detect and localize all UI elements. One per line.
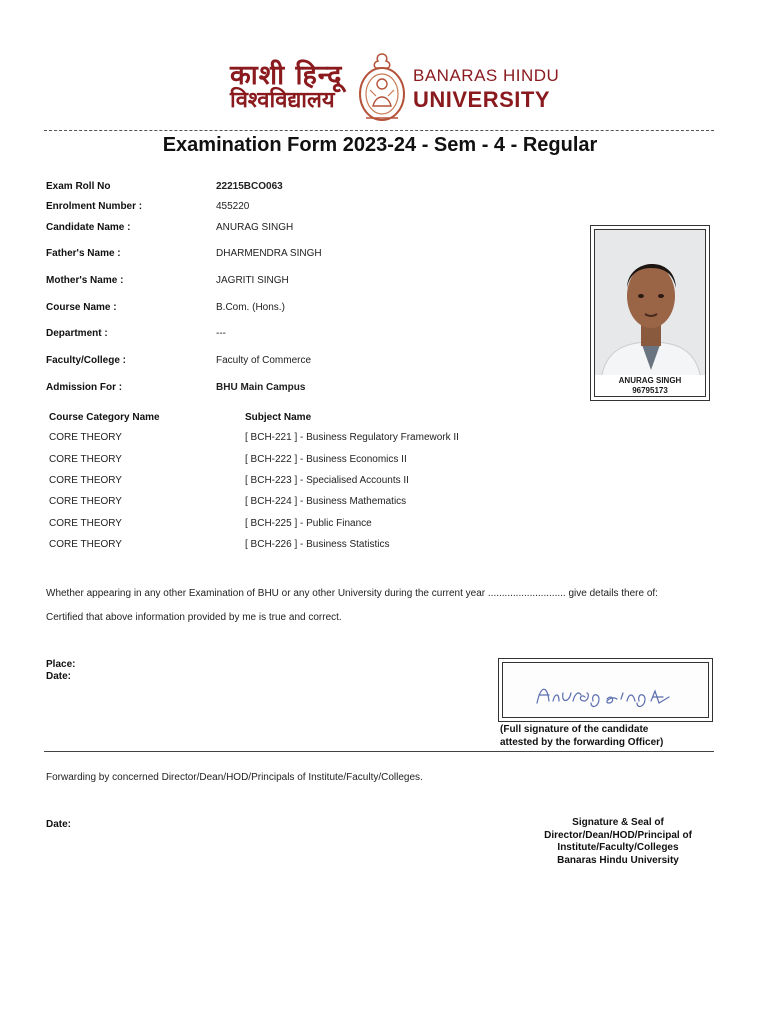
- form-title: Examination Form 2023-24 - Sem - 4 - Regular: [162, 134, 598, 156]
- course-category-cell: CORE THEORY: [49, 539, 122, 550]
- course-name-label: Course Name :: [46, 302, 117, 313]
- university-seal-icon: [352, 50, 412, 126]
- subject-name-cell: [ BCH-222 ] - Business Economics II: [245, 454, 407, 465]
- photo-caption-name: ANURAG SINGH: [618, 376, 682, 385]
- signature-caption-line1: (Full signature of the candidate: [500, 724, 649, 735]
- admission-value: BHU Main Campus: [216, 382, 306, 393]
- mothers-name-label: Mother's Name :: [46, 275, 124, 286]
- logo-english-line1: BANARAS HINDU: [413, 66, 560, 85]
- seal-line: Director/Dean/HOD/Principal of: [544, 829, 692, 841]
- subject-name-cell: [ BCH-225 ] - Public Finance: [245, 518, 372, 529]
- logo-hindi-line2: विश्वविद्यालय: [230, 87, 335, 113]
- exam-roll-value: 22215BCO063: [216, 181, 283, 192]
- subject-name-cell: [ BCH-224 ] - Business Mathematics: [245, 496, 407, 507]
- seal-line: Institute/Faculty/Colleges: [557, 842, 679, 853]
- header-divider: [44, 130, 714, 131]
- course-category-cell: CORE THEORY: [49, 454, 122, 465]
- certified-declaration: Certified that above information provided by me is true and correct.: [46, 612, 342, 623]
- place-label: Place:: [46, 659, 76, 670]
- candidate-portrait-icon: [595, 230, 706, 397]
- seal-line: Banaras Hindu University: [557, 854, 679, 866]
- faculty-label: Faculty/College :: [46, 355, 127, 366]
- fathers-name-label: Father's Name :: [46, 248, 121, 259]
- admission-label: Admission For :: [46, 382, 123, 393]
- candidate-signature-box: [498, 658, 713, 722]
- photo-caption-number: 96795173: [632, 386, 668, 395]
- logo-english-line2: UNIVERSITY: [413, 87, 551, 112]
- forwarding-date-label: Date:: [46, 819, 72, 830]
- course-category-header: Course Category Name: [49, 412, 160, 423]
- course-category-cell: CORE THEORY: [49, 518, 122, 529]
- signature-seal-block: [520, 817, 716, 867]
- course-name-value: B.Com. (Hons.): [216, 302, 285, 313]
- fathers-name-value: DHARMENDRA SINGH: [216, 248, 322, 259]
- candidate-signature: [503, 663, 710, 719]
- enrolment-label: Enrolment Number :: [46, 201, 143, 212]
- logo-hindi-text: [230, 62, 343, 112]
- other-exam-declaration: Whether appearing in any other Examination of BHU or any other University during the current year ............................ give details there of:: [46, 588, 658, 599]
- department-value: ---: [216, 328, 226, 339]
- forwarding-text: Forwarding by concerned Director/Dean/HOD/Principals of Institute/Faculty/Colleges.: [46, 772, 423, 783]
- subject-name-cell: [ BCH-226 ] - Business Statistics: [245, 539, 390, 550]
- faculty-value: Faculty of Commerce: [216, 355, 312, 366]
- logo-hindi-line1: काशी हिन्दू: [230, 60, 343, 91]
- photo-caption: [595, 375, 705, 396]
- mothers-name-value: JAGRITI SINGH: [216, 275, 289, 286]
- exam-roll-label: Exam Roll No: [46, 181, 111, 192]
- subject-name-cell: [ BCH-223 ] - Specialised Accounts II: [245, 475, 409, 486]
- course-category-cell: CORE THEORY: [49, 475, 122, 486]
- date-label: Date:: [46, 671, 72, 682]
- candidate-photo: [590, 225, 710, 401]
- signature-caption: [500, 723, 663, 749]
- enrolment-value: 455220: [216, 201, 250, 212]
- candidate-name-value: ANURAG SINGH: [216, 222, 294, 233]
- signature-caption-line2: attested by the forwarding Officer): [500, 737, 664, 748]
- section-divider: [44, 751, 714, 752]
- candidate-name-label: Candidate Name :: [46, 222, 131, 233]
- course-category-cell: CORE THEORY: [49, 432, 122, 443]
- seal-line: Signature & Seal of: [572, 817, 664, 828]
- subject-name-cell: [ BCH-221 ] - Business Regulatory Framework II: [245, 432, 459, 443]
- subject-name-header: Subject Name: [245, 412, 312, 423]
- course-category-cell: CORE THEORY: [49, 496, 122, 507]
- department-label: Department :: [46, 328, 108, 339]
- logo-english-text: [413, 66, 559, 113]
